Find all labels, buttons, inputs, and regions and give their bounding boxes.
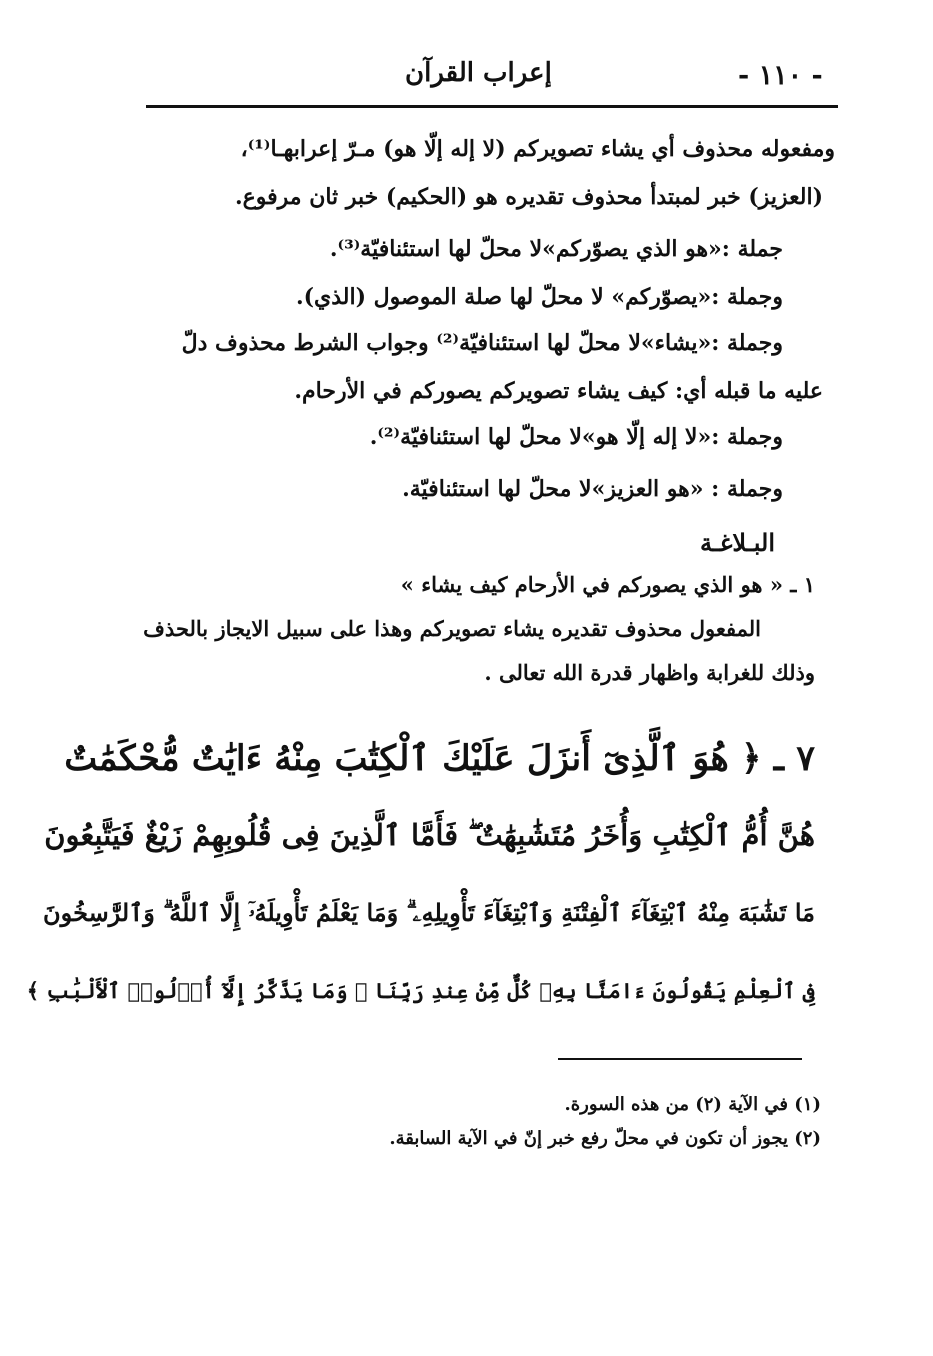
footnote-rule [558, 1058, 802, 1060]
analysis-line: (العزيز) خبر لمبتدأ محذوف تقديره هو (الحكيم) خبر ثان مرفوع. [234, 184, 823, 210]
analysis-line: وجملة :«يصوّركم» لا محلّ لها صلة الموصول (الذي). [295, 284, 783, 310]
section-heading: البـلاغـة [699, 528, 775, 557]
verse-line: ٧ ـ ﴿ هُوَ ٱلَّذِىٓ أَنزَلَ عَلَيْكَ ٱلْكِتَٰبَ مِنْهُ ءَايَٰتٌ مُّحْكَمَٰتٌ [64, 738, 815, 779]
footnote: (١) في الآية (٢) من هذه السورة. [564, 1094, 821, 1115]
analysis-line: وجملة :«لا إله إلّا هو»لا محلّ لها استئنافيّة⁽²⁾. [369, 424, 783, 450]
verse-line: فِى ٱلْعِلْمِ يَقُولُونَ ءَامَنَّا بِهِۦ كُلٌّ مِّنْ عِندِ رَبِّنَا ۗ وَمَا يَذَّكَّرُ إِلَّآ أُو۟لُوا۟ ٱلْأَلْبَٰبِ ﴾ [26, 978, 815, 1003]
page-number: - ١١٠ - [738, 60, 823, 91]
balagha-line: المفعول محذوف تقديره يشاء تصويركم وهذا على سبيل الايجاز بالحذف [143, 616, 761, 641]
analysis-line: جملة :«هو الذي يصوّركم»لا محلّ لها استئنافيّة⁽³⁾. [329, 236, 783, 262]
footnote: (٢) يجوز أن تكون في محلّ رفع خبر إنّ في الآية السابقة. [389, 1128, 821, 1149]
analysis-line: ومفعوله محذوف أي يشاء تصويركم (لا إله إلّا هو) مـرّ إعرابهـا⁽¹⁾، [240, 136, 835, 162]
balagha-line: وذلك للغرابة واظهار قدرة الله تعالى . [484, 660, 815, 685]
running-title: إعراب القرآن [405, 58, 552, 88]
verse-line: مَا تَشَٰبَهَ مِنْهُ ٱبْتِغَآءَ ٱلْفِتْنَةِ وَٱبْتِغَآءَ تَأْوِيلِهِۦ ۗ وَمَا يَعْلَمُ تَأْوِيلَهُۥٓ إِلَّا ٱللَّهُ ۗ وَٱلرَّٰسِخُونَ [43, 898, 815, 927]
analysis-line: عليه ما قبله أي: كيف يشاء تصويركم يصوركم في الأرحام. [294, 378, 823, 404]
balagha-item-title: ١ ـ « هو الذي يصوركم في الأرحام كيف يشاء » [400, 572, 815, 597]
analysis-line: وجملة : «هو العزيز»لا محلّ لها استئنافيّة. [402, 476, 783, 502]
analysis-line: وجملة :«يشاء»لا محلّ لها استئنافيّة⁽²⁾ وجواب الشرط محذوف دلّ [181, 330, 783, 356]
header-rule [146, 105, 838, 108]
verse-line: هُنَّ أُمُّ ٱلْكِتَٰبِ وَأُخَرُ مُتَشَٰبِهَٰتٌ ۖ فَأَمَّا ٱلَّذِينَ فِى قُلُوبِهِمْ زَيْغٌ فَيَتَّبِعُونَ [44, 818, 815, 852]
